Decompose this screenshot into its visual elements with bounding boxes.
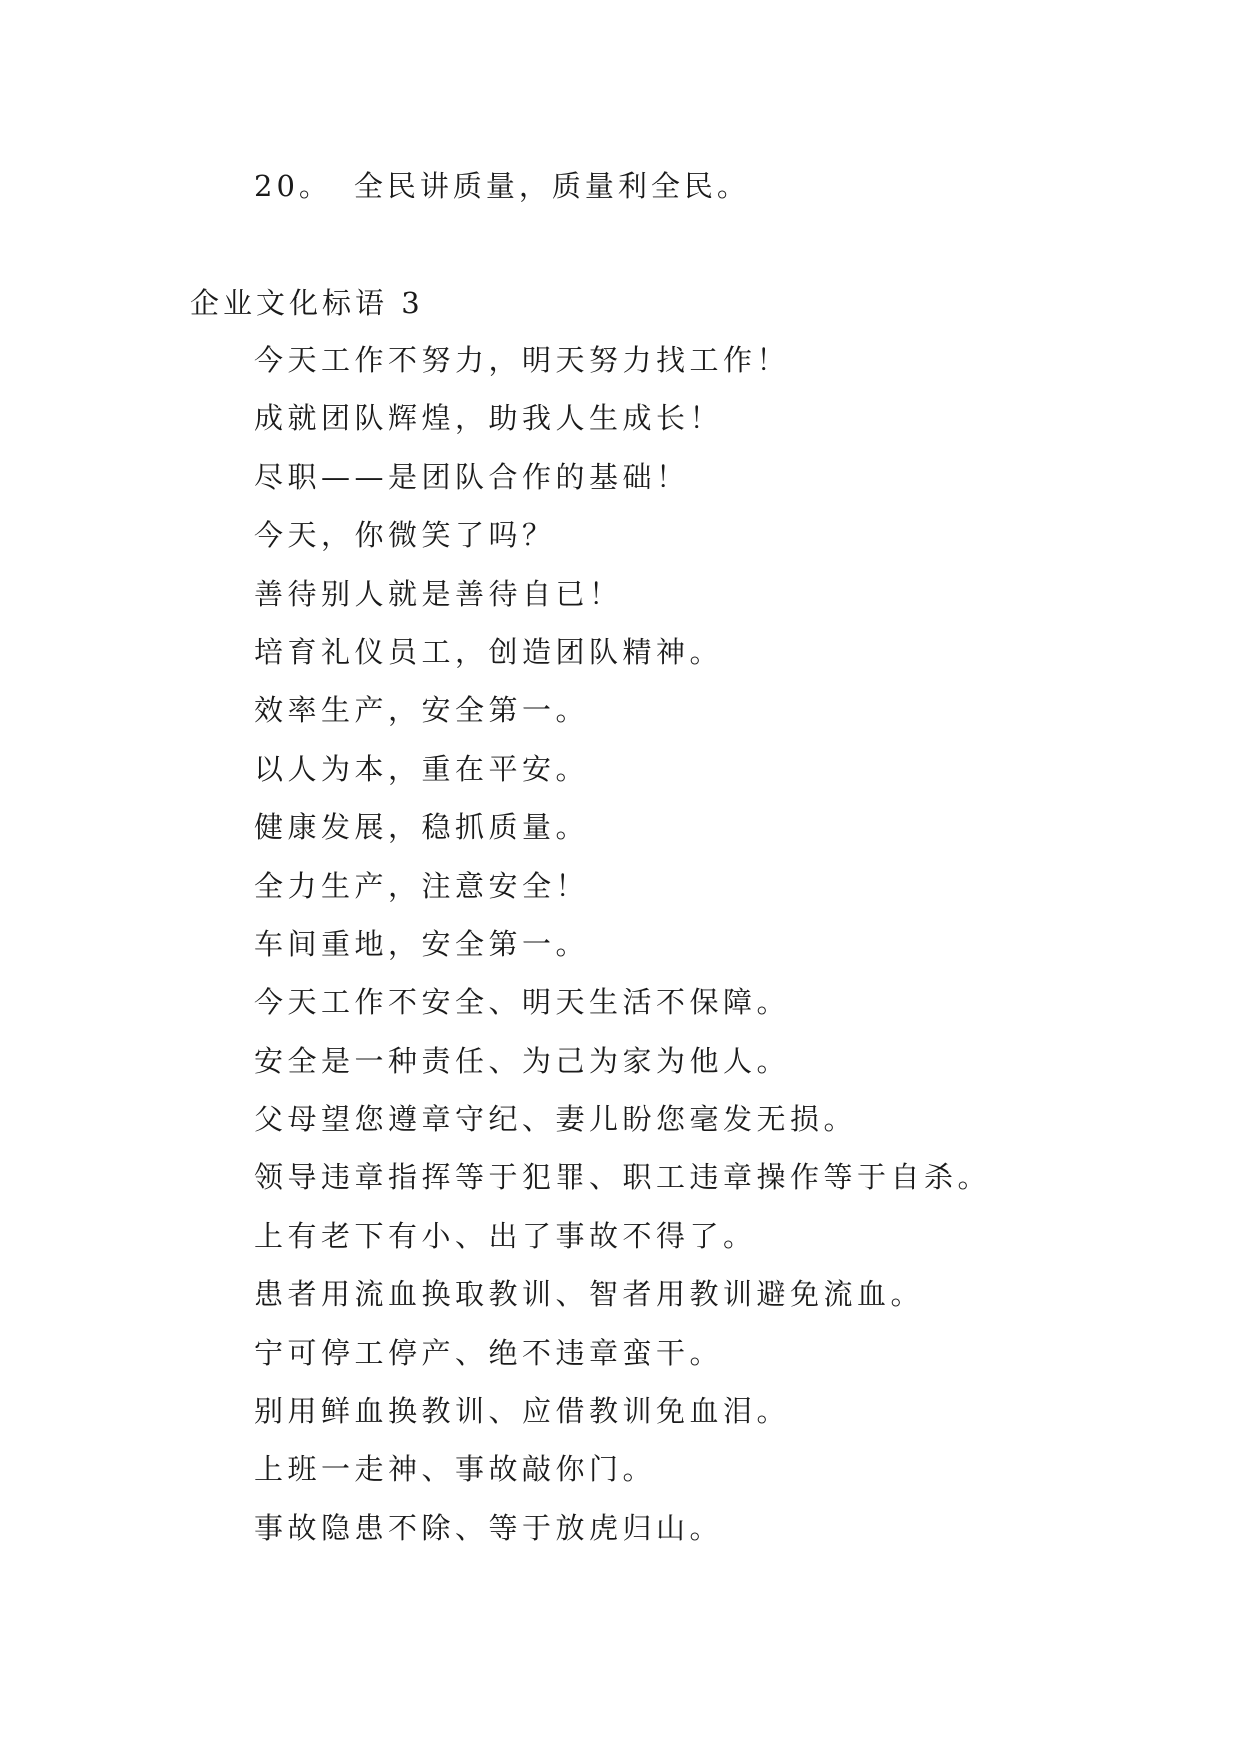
- slogan-line: 上班一走神、事故敲你门。: [254, 1452, 657, 1487]
- slogan-line: 以人为本，重在平安。: [254, 751, 590, 786]
- slogan-list: [254, 340, 991, 1566]
- slogan-line: 领导违章指挥等于犯罪、职工违章操作等于自杀。: [254, 1160, 992, 1195]
- slogan-line: 效率生产，安全第一。: [254, 693, 590, 728]
- slogan-line: 培育礼仪员工，创造团队精神。: [254, 634, 724, 669]
- numbered-slogan-20: [254, 164, 750, 205]
- slogan-line: 今天工作不安全、明天生活不保障。: [254, 985, 791, 1020]
- slogan-line: 今天，你微笑了吗？: [254, 518, 556, 553]
- slogan-line: 健康发展，稳抓质量。: [254, 810, 590, 845]
- slogan-line: 今天工作不努力，明天努力找工作！: [254, 343, 791, 377]
- slogan-line: 事故隐患不除、等于放虎归山。: [254, 1510, 724, 1545]
- item-number: 20。: [254, 169, 332, 203]
- slogan-line: 车间重地，安全第一。: [254, 926, 590, 961]
- slogan-line: 宁可停工停产、绝不违章蛮干。: [254, 1335, 724, 1370]
- item-text: 全民讲质量，质量利全民。: [353, 169, 750, 203]
- slogan-line: 安全是一种责任、为己为家为他人。: [254, 1043, 791, 1078]
- slogan-line: 全力生产，注意安全！: [254, 868, 590, 903]
- slogan-line: 成就团队辉煌，助我人生成长！: [254, 401, 724, 436]
- slogan-line: 尽职——是团队合作的基础！: [254, 459, 690, 494]
- section-heading: 企业文化标语 3: [190, 286, 424, 320]
- slogan-line: 患者用流血换取教训、智者用教训避免流血。: [254, 1277, 925, 1312]
- slogan-line: 别用鲜血换教训、应借教训免血泪。: [254, 1394, 791, 1429]
- slogan-line: 上有老下有小、出了事故不得了。: [254, 1218, 757, 1253]
- slogan-line: 善待别人就是善待自已！: [254, 576, 623, 611]
- slogan-line: 父母望您遵章守纪、妻儿盼您毫发无损。: [254, 1102, 858, 1137]
